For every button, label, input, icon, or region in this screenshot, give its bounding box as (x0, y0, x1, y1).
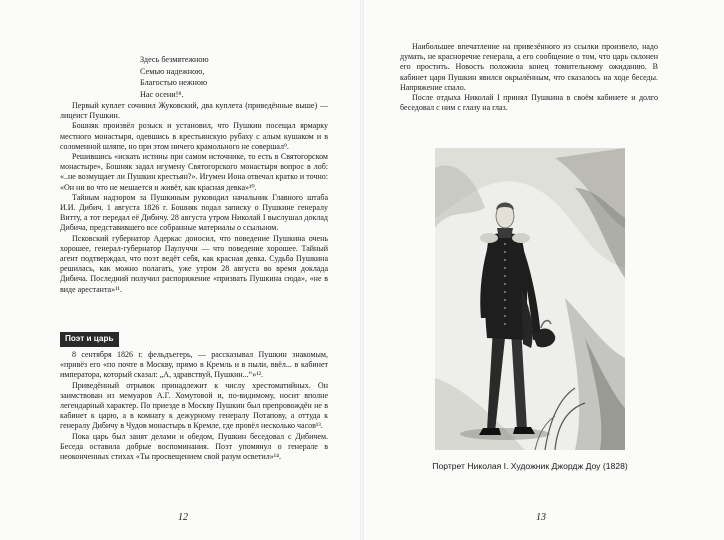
poem-line: Нас осени!⁸. (140, 89, 184, 99)
poem-stanza (140, 54, 209, 100)
page-number: 12 (178, 512, 188, 523)
paragraph: Пока царь был занят делами и обедом, Пушкин беседовал с Дибичем. Беседа оставила добрые воспоминания. Поэт упомянул о генерале в неоконченных стихах «Ты просвещением свой разум осветил»¹⁴. (60, 431, 328, 462)
paragraph: Решившись «искать истины при самом источнике, то есть в Святогорском монастыре», Бошняк задал игумену Святогорского монастыря вопрос в лоб: «..не возмущает ли Пушкин крестьян?». Игумен Иона отвечал кратко и точно: «Он ни во что не мешается и живёт, как красная девка»¹⁰. (60, 152, 328, 192)
poem-line: Благостью нежною (140, 78, 208, 88)
paragraph: Приведённый отрывок принадлежит к числу хрестоматийных. Он заимствован из мемуаров А.Г. Хомутовой и, по-видимому, носит вполне легендарный характер. По приезде в Москву Пушкин был препровождён не в кабинет к царю, а в комнату к дежурному генералу Потапову, а оттуда к генералу Дибичу в Чудов монастырь в Кремле, где провёл несколько часов¹³. (60, 380, 328, 431)
paragraph: 8 сентября 1826 г. фельдъегерь, — рассказывал Пушкин знакомым, «привёз его «по почте в Москву, прямо в Кремль и в пыли, ввёл... в кабинет императора, который сказал: „А, здравствуй, Пушкин...“»¹². (60, 350, 328, 380)
portrait-illustration (435, 148, 625, 450)
paragraph: Первый куплет сочинил Жуковский, два куплета (приведённые выше) — лицеист Пушкин. (60, 101, 328, 121)
paragraph: После отдыха Николай I принял Пушкина в своём кабинете и долго беседовал с ним с глазу на глаз. (400, 93, 658, 113)
right-body (400, 42, 658, 113)
paragraph: Псковский губернатор Адеркас доносил, что поведение Пушкина очень хорошее, генерал-губернатор Паулуччи — что поведение хорошее. Тайный агент подтверждал, что поэт ведёт себя, как красная девка. Судьба Пушкина решилась, как можно полагать, уже утром 28 августа во время доклада Дибича. Последний получил распоряжение «призвать Пушкина сюда», «не в виде арестанта»¹¹. (60, 233, 328, 294)
right-page (364, 0, 724, 540)
poem-line: Здесь безмятежною (140, 55, 209, 64)
paragraph: Наибольшее впечатление на привезённого из ссылки произвело, надо думать, не красноречие генерала, а его сообщение о том, что царь склонен его простить. Новость положила конец томительному ожиданию. В кабинет царя Пушкин явился окрылённым, что сказалось на ходе беседы. Напряжение спало. (400, 42, 658, 92)
figure-caption: Портрет Николая I. Художник Джордж Доу (1828) (432, 461, 628, 471)
portrait-figure (435, 148, 625, 450)
paragraph: Тайным надзором за Пушкиным руководил начальник Главного штаба И.И. Дибич. 1 августа 1826 г. Бошняк подал записку о Пушкине генералу Витту, а тот передал её Дибичу. 28 августа утром Николай I выслушал доклад Дибича, представившего все собранные материалы о ссыльном. (60, 192, 328, 233)
paragraph: Бошняк произвёл розыск и установил, что Пушкин посещал ярмарку местного монастыря, одевшись в крестьянскую рубаху с алым кушаком и в соломенной шляпе, но при этом ничего крамольного не совершал⁹. (60, 121, 328, 151)
section-heading: Поэт и царь (60, 332, 119, 347)
left-body-bottom (60, 350, 328, 462)
page-number: 13 (536, 512, 546, 523)
left-body-top (60, 101, 328, 295)
poem-line: Семью надежною, (140, 66, 205, 76)
